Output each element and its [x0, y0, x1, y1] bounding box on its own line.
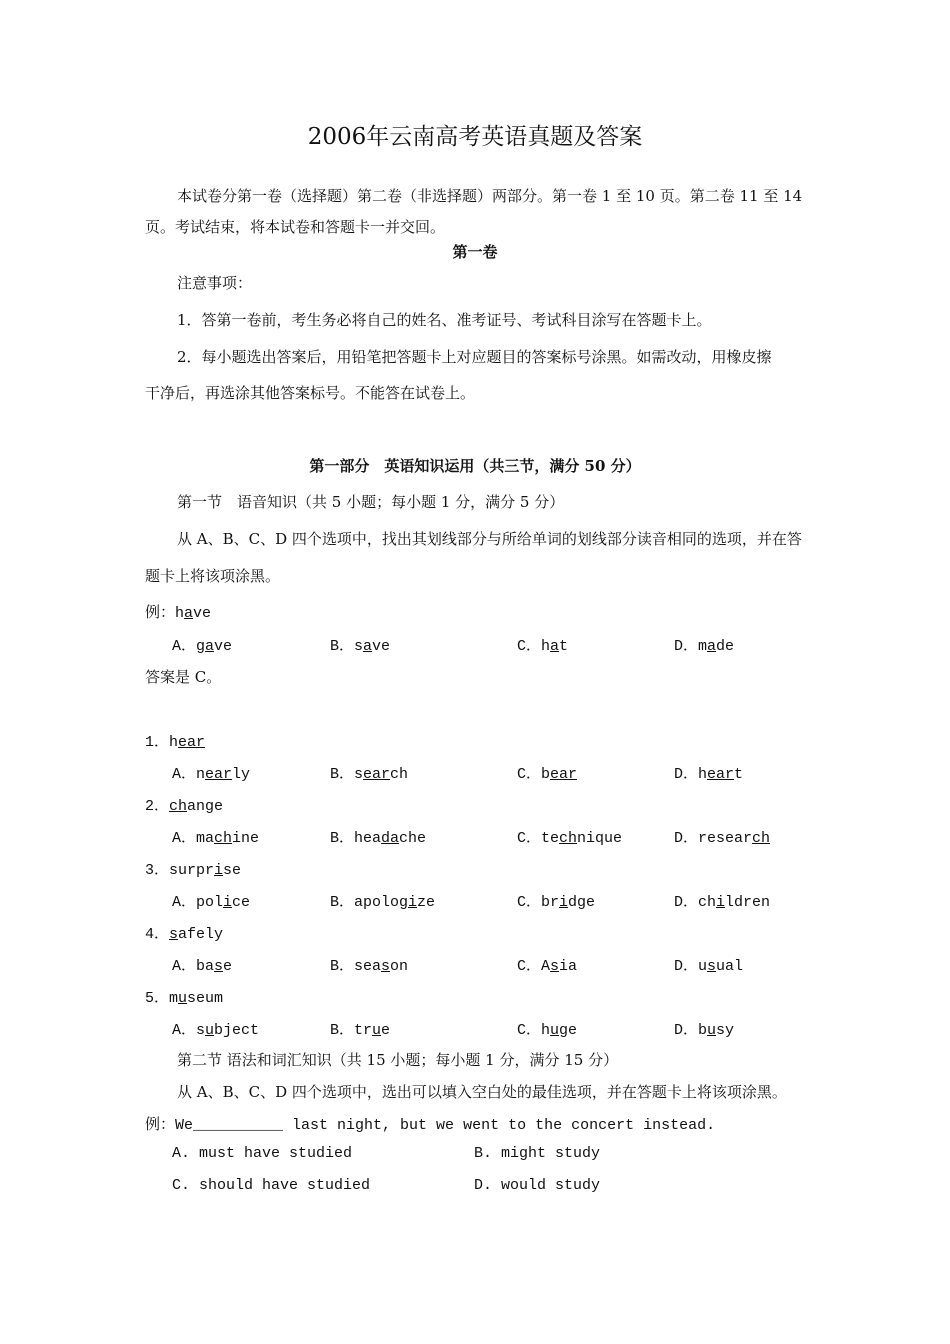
question-2-option-c: C．technique [517, 830, 623, 847]
question-1-option-a: A．nearly [172, 766, 251, 783]
question-1-word: 1．hear [145, 734, 206, 751]
example-label: 例： [145, 603, 176, 621]
question-4-option-a: A．base [172, 958, 233, 975]
question-1-option-b: B．search [330, 766, 409, 783]
section2-example-option-d: D. would study [474, 1177, 601, 1194]
question-2-word: 2．change [145, 798, 224, 815]
part1-heading: 第一部分 英语知识运用（共三节，满分 50 分） [309, 457, 641, 475]
question-1-option-d: D．heart [674, 766, 744, 783]
volume-heading: 第一卷 [452, 243, 498, 261]
example-word: 例：have [145, 603, 212, 622]
example-option-b: B．save [330, 638, 391, 655]
question-5-word: 5．museum [145, 990, 224, 1007]
example-option-c: C．hat [517, 638, 569, 655]
question-3-option-b: B．apologize [330, 894, 436, 911]
question-5-option-d: D．busy [674, 1022, 735, 1039]
question-2-option-d: D．research [674, 830, 771, 847]
section2-example-sentence: We__________ last night, but we went to the concert instead. [175, 1117, 716, 1134]
question-4-option-d: D．usual [674, 958, 744, 975]
question-2-option-b: B．headache [330, 830, 427, 847]
section2-example-label: 例： [145, 1115, 176, 1133]
question-4-option-c: C．Asia [517, 958, 578, 975]
intro-line-2: 页。考试结束，将本试卷和答题卡一并交回。 [145, 218, 446, 236]
note-2-line-2: 干净后，再选涂其他答案标号。不能答在试卷上。 [145, 384, 476, 402]
section2-instruction: 从 A、B、C、D 四个选项中，选出可以填入空白处的最佳选项，并在答题卡上将该项涂黑。 [177, 1083, 787, 1101]
section1-instruction-line-1: 从 A、B、C、D 四个选项中，找出其划线部分与所给单词的划线部分读音相同的选项，并在答 [177, 530, 802, 548]
question-3-option-a: A．police [172, 894, 251, 911]
section2-example-option-b: B. might study [474, 1145, 601, 1162]
example-option-a: A．gave [172, 638, 233, 655]
question-4-option-b: B．season [330, 958, 409, 975]
question-5-option-a: A．subject [172, 1022, 260, 1039]
example-option-d: D．made [674, 638, 735, 655]
question-5-option-b: B．true [330, 1022, 391, 1039]
intro-line-1: 本试卷分第一卷（选择题）第二卷（非选择题）两部分。第一卷 1 至 10 页。第二卷 11 至 14 [177, 187, 803, 205]
example-answer: 答案是 C。 [145, 668, 222, 686]
question-3-word: 3．surprise [145, 862, 242, 879]
question-4-word: 4．safely [145, 926, 224, 943]
question-5-option-c: C．huge [517, 1022, 578, 1039]
notes-heading: 注意事项： [177, 274, 253, 292]
question-3-option-c: C．bridge [517, 894, 596, 911]
section2-example [145, 1113, 715, 1134]
page-title: 2006年云南高考英语真题及答案 [307, 124, 643, 150]
section2-example-option-c: C. should have studied [172, 1177, 371, 1194]
question-1-option-c: C．bear [517, 766, 578, 783]
section1-instruction-line-2: 题卡上将该项涂黑。 [145, 567, 281, 585]
question-2-option-a: A．machine [172, 830, 260, 847]
question-3-option-d: D．children [674, 894, 771, 911]
section1-heading: 第一节 语音知识（共 5 小题；每小题 1 分，满分 5 分） [177, 493, 565, 511]
section2-heading: 第二节 语法和词汇知识（共 15 小题；每小题 1 分，满分 15 分） [177, 1051, 619, 1069]
note-2-line-1: 2．每小题选出答案后，用铅笔把答题卡上对应题目的答案标号涂黑。如需改动，用橡皮擦 [177, 348, 772, 366]
note-1: 1．答第一卷前，考生务必将自己的姓名、准考证号、考试科目涂写在答题卡上。 [177, 311, 712, 329]
section2-example-option-a: A. must have studied [172, 1145, 353, 1162]
